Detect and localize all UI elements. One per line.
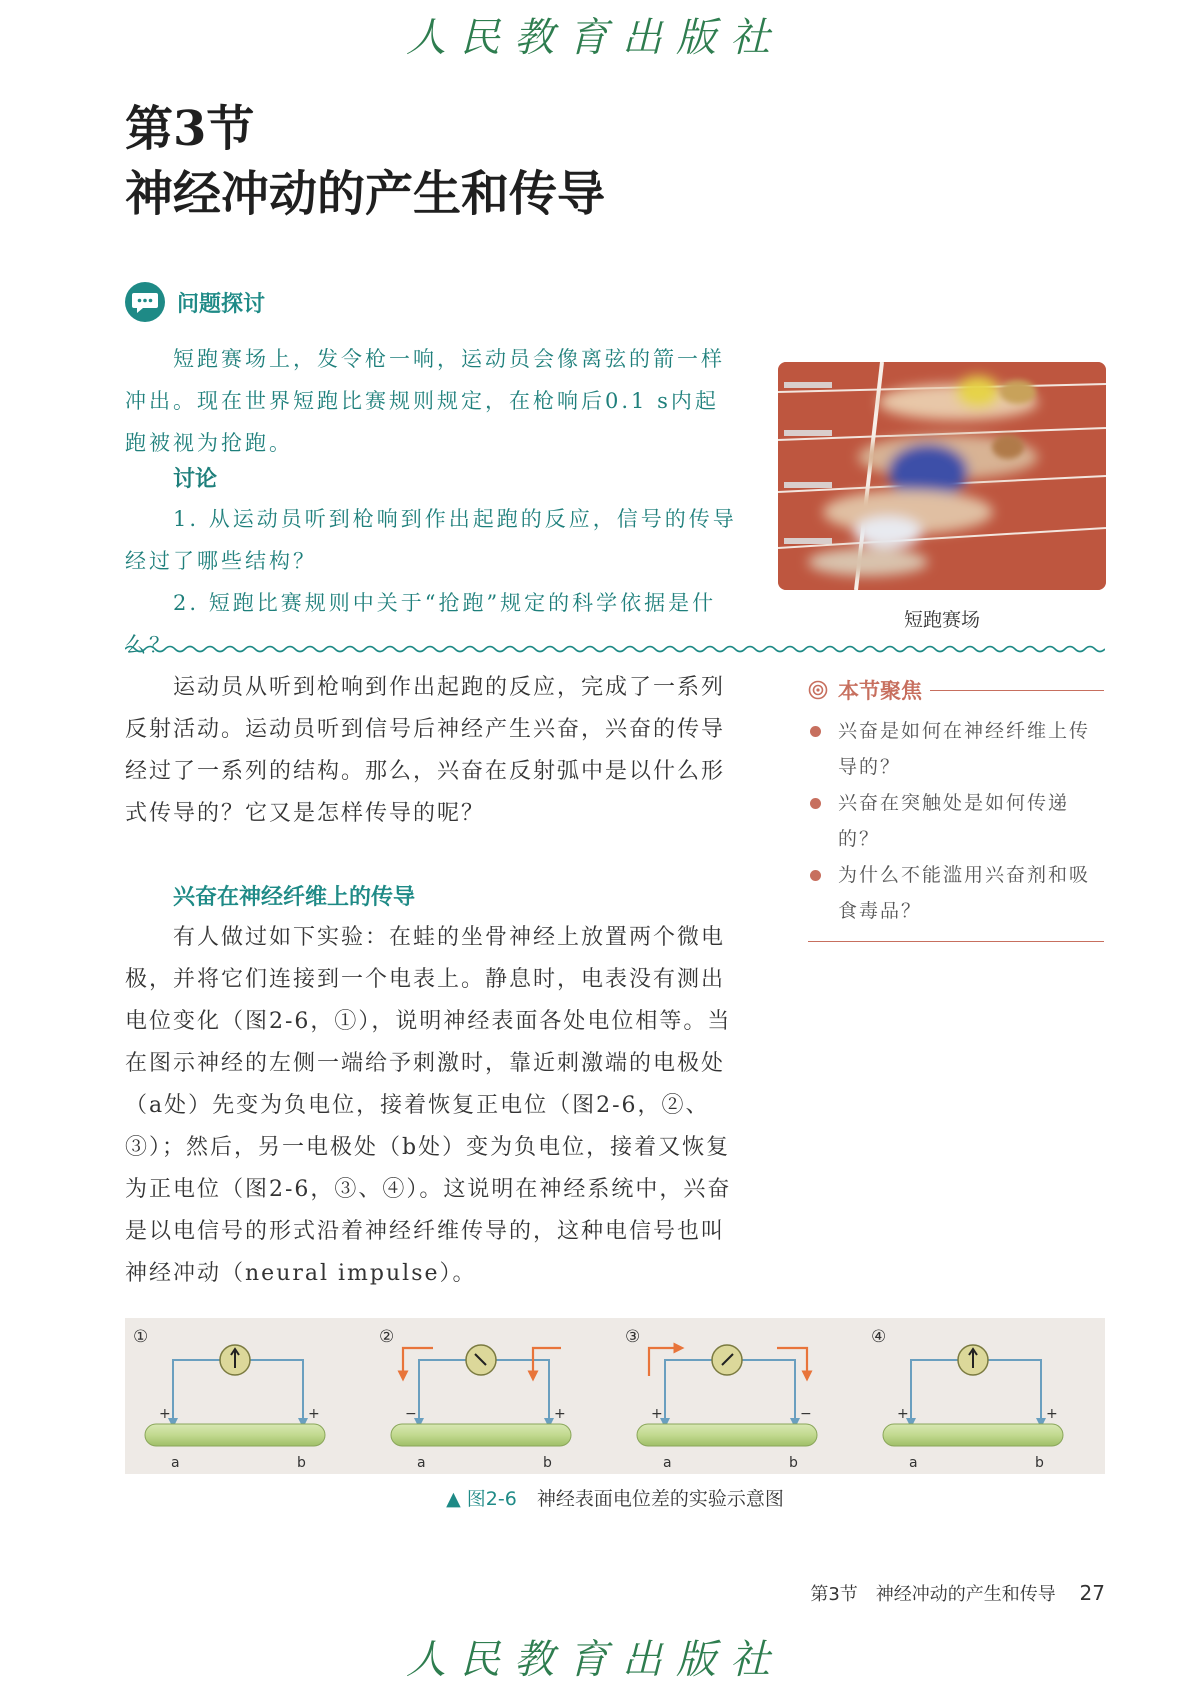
footer-section: 第3节 神经冲动的产生和传导 bbox=[810, 1584, 1056, 1605]
page-footer bbox=[125, 1580, 1105, 1606]
focus-list bbox=[808, 713, 1104, 929]
electrode-b-label: b bbox=[543, 1455, 552, 1471]
discuss-label: 讨论 bbox=[173, 467, 218, 492]
electrode-b-label: b bbox=[789, 1455, 798, 1471]
figure-panel bbox=[871, 1327, 1063, 1471]
wavy-divider bbox=[125, 640, 1105, 652]
nerve-fiber bbox=[145, 1424, 325, 1446]
panel-number: ① bbox=[133, 1327, 149, 1347]
nerve-fiber bbox=[391, 1424, 571, 1446]
nerve-fiber bbox=[883, 1424, 1063, 1446]
figure-panel bbox=[133, 1327, 325, 1471]
triangle-marker-icon: ▲ bbox=[446, 1488, 461, 1510]
figure-panel bbox=[379, 1327, 571, 1471]
bullet-dot-icon bbox=[810, 798, 821, 809]
electrode-b-label: b bbox=[297, 1455, 306, 1471]
bullet-dot-icon bbox=[810, 870, 821, 881]
discussion-title: 问题探讨 bbox=[177, 291, 266, 317]
discussion-question: 1. 从运动员听到枪响到作出起跑的反应，信号的传导经过了哪些结构？ bbox=[125, 507, 737, 573]
focus-item bbox=[808, 713, 1104, 785]
intro-paragraph: 运动员从听到枪响到作出起跑的反应，完成了一系列反射活动。运动员听到信号后神经产生兴奋，兴奋的传导经过了一系列的结构。那么，兴奋在反射弧中是以什么形式传导的？它又是怎样传导的呢？ bbox=[125, 675, 726, 826]
electrode-sign: + bbox=[897, 1406, 909, 1422]
electrode-a-label: a bbox=[663, 1455, 672, 1471]
photo-caption: 短跑赛场 bbox=[903, 609, 980, 631]
page-number: 27 bbox=[1079, 1581, 1105, 1605]
figure-label: 图2-6 bbox=[466, 1488, 517, 1510]
section-title: 神经冲动的产生和传导 bbox=[125, 166, 606, 222]
discussion-heading bbox=[125, 282, 265, 322]
sprint-track-photo bbox=[778, 362, 1106, 590]
electrode-sign: − bbox=[800, 1406, 812, 1422]
figure-caption-text: 神经表面电位差的实验示意图 bbox=[536, 1488, 784, 1510]
electrode-sign: − bbox=[405, 1406, 417, 1422]
electrode-a-label: a bbox=[909, 1455, 918, 1471]
chat-bubble-icon bbox=[125, 282, 165, 322]
scenario-text: 短跑赛场上，发令枪一响，运动员会像离弦的箭一样冲出。现在世界短跑比赛规则规定，在枪响后0.1 s内起跑被视为抢跑。 bbox=[125, 347, 725, 455]
discussion-question: 2. 短跑比赛规则中关于“抢跑”规定的科学依据是什么？ bbox=[125, 591, 717, 657]
focus-item-text: 兴奋在突触处是如何传递的？ bbox=[838, 792, 1070, 850]
figure-2-6 bbox=[125, 1318, 1105, 1474]
publisher-logo-bottom: 人民教育出版社 bbox=[406, 1637, 784, 1683]
focus-header bbox=[808, 675, 1104, 705]
figure-panel bbox=[625, 1327, 817, 1471]
focus-item-text: 为什么不能滥用兴奋剂和吸食毒品？ bbox=[838, 864, 1091, 922]
electrode-sign: + bbox=[308, 1406, 320, 1422]
figure-caption bbox=[125, 1484, 1105, 1511]
focus-rule bbox=[930, 690, 1104, 691]
focus-item bbox=[808, 785, 1104, 857]
nerve-fiber bbox=[637, 1424, 817, 1446]
focus-bottom-rule bbox=[808, 941, 1104, 942]
electrode-sign: + bbox=[554, 1406, 566, 1422]
electrode-sign: + bbox=[1046, 1406, 1058, 1422]
panel-number: ② bbox=[379, 1327, 395, 1347]
focus-title: 本节聚焦 bbox=[838, 679, 922, 703]
electrode-b-label: b bbox=[1035, 1455, 1044, 1471]
electrode-sign: + bbox=[159, 1406, 171, 1422]
panel-number: ③ bbox=[625, 1327, 641, 1347]
panel-number: ④ bbox=[871, 1327, 887, 1347]
electrode-a-label: a bbox=[171, 1455, 180, 1471]
electrode-a-label: a bbox=[417, 1455, 426, 1471]
focus-item-text: 兴奋是如何在神经纤维上传导的？ bbox=[838, 720, 1091, 778]
section-focus-box bbox=[808, 675, 1104, 942]
target-icon bbox=[808, 680, 828, 700]
experiment-paragraph: 有人做过如下实验：在蛙的坐骨神经上放置两个微电极，并将它们连接到一个电表上。静息时，电表没有测出电位变化（图2-6，①），说明神经表面各处电位相等。当在图示神经的左侧一端给予刺激时，靠近刺激端的电极处（a处）先变为负电位，接着恢复正电位（图2-6，②、③）；然后，另一电极处（b处）变为负电位，接着又恢复为正电位（图2-6，③、④）。这说明在神经系统中，兴奋是以电信号的形式沿着神经纤维传导的，这种电信号也叫神经冲动（neural impulse）。 bbox=[125, 925, 732, 1286]
publisher-logo-top: 人民教育出版社 bbox=[406, 15, 784, 61]
section-number: 第3节 bbox=[125, 101, 255, 157]
subheading: 兴奋在神经纤维上的传导 bbox=[173, 885, 416, 910]
bullet-dot-icon bbox=[810, 726, 821, 737]
focus-item bbox=[808, 857, 1104, 929]
electrode-sign: + bbox=[651, 1406, 663, 1422]
